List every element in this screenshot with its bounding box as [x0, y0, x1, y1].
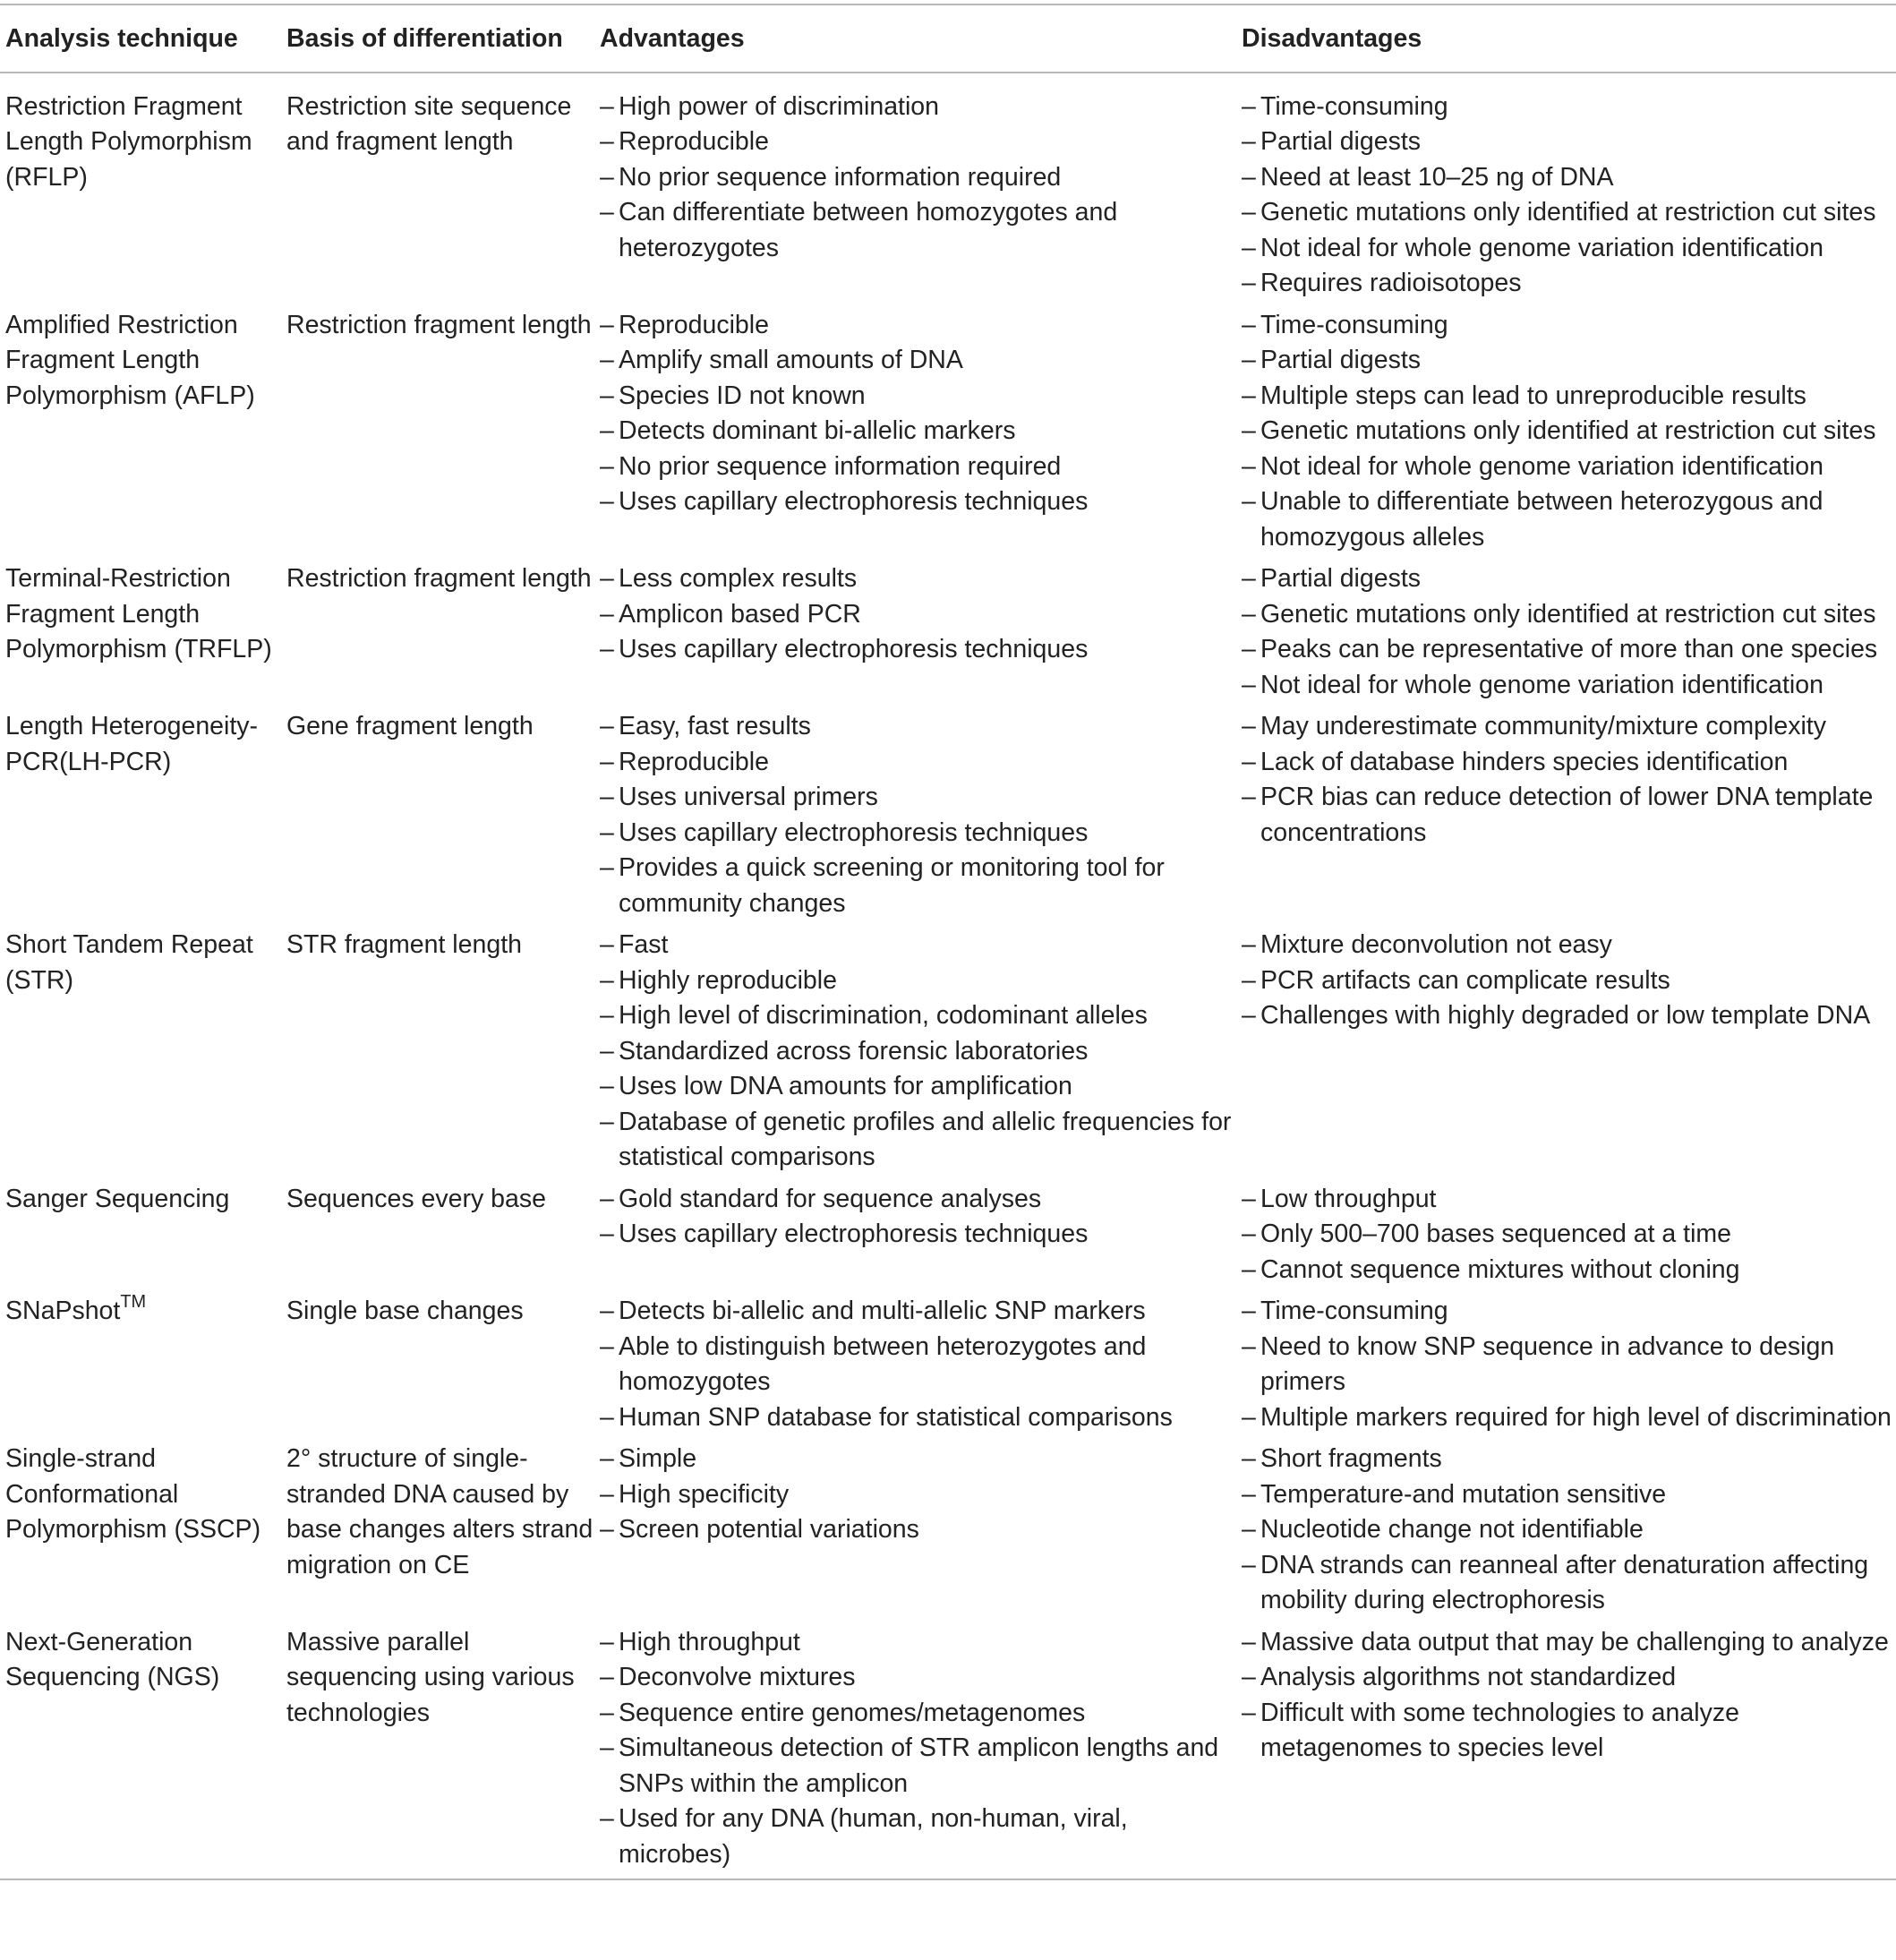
disadvantage-item: – Need to know SNP sequence in advance to design primers: [1242, 1330, 1896, 1400]
advantage-item: – Less complex results: [600, 561, 1242, 597]
advantages-list: [600, 308, 1242, 520]
disadvantage-item: – Genetic mutations only identified at restriction cut sites: [1242, 597, 1896, 633]
advantage-item: – Reproducible: [600, 308, 1242, 344]
disadvantage-item: – DNA strands can reanneal after denaturation affecting mobility during electrophoresis: [1242, 1548, 1896, 1619]
advantage-item: – Able to distinguish between heterozygotes and homozygotes: [600, 1330, 1242, 1400]
advantage-item: – Uses capillary electrophoresis techniques: [600, 816, 1242, 852]
advantage-item: – No prior sequence information required: [600, 160, 1242, 196]
advantages-list: [600, 1294, 1242, 1435]
table-body: [0, 90, 1896, 1879]
advantage-item: – Standardized across forensic laboratories: [600, 1034, 1242, 1070]
advantage-item: – Species ID not known: [600, 379, 1242, 415]
basis-cell: Restriction fragment length: [286, 564, 592, 593]
header-technique: Analysis technique: [5, 24, 238, 53]
advantage-item: – Highly reproducible: [600, 963, 1242, 999]
basis-cell: Restriction site sequence and fragment length: [286, 91, 572, 156]
technique-name: Next-Generation Sequencing (NGS): [5, 1627, 220, 1691]
table-row: [0, 1294, 1896, 1442]
table-row: [0, 1442, 1896, 1625]
disadvantages-list: [1242, 1182, 1896, 1288]
table-row: [0, 308, 1896, 562]
advantage-item: – Sequence entire genomes/metagenomes: [600, 1696, 1242, 1732]
advantages-list: [600, 709, 1242, 921]
disadvantage-item: – Only 500–700 bases sequenced at a time: [1242, 1217, 1896, 1253]
trademark-mark: TM: [120, 1292, 147, 1313]
technique-cell: [0, 1182, 286, 1288]
disadvantage-item: – Difficult with some technologies to analyze metagenomes to species level: [1242, 1696, 1896, 1767]
table-row: [0, 709, 1896, 928]
advantage-item: – Amplify small amounts of DNA: [600, 343, 1242, 379]
advantage-item: – High power of discrimination: [600, 90, 1242, 125]
advantage-item: – Simultaneous detection of STR amplicon lengths and SNPs within the amplicon: [600, 1731, 1242, 1802]
advantage-item: – Reproducible: [600, 124, 1242, 160]
disadvantages-list: [1242, 1625, 1896, 1767]
disadvantages-cell: [1242, 709, 1896, 921]
disadvantage-item: – Time-consuming: [1242, 90, 1896, 125]
advantage-item: – Human SNP database for statistical comparisons: [600, 1400, 1242, 1436]
disadvantages-list: [1242, 1294, 1896, 1435]
disadvantage-item: – PCR artifacts can complicate results: [1242, 963, 1896, 999]
table-row: [0, 561, 1896, 709]
table-row: [0, 90, 1896, 308]
disadvantage-item: – Not ideal for whole genome variation identification: [1242, 231, 1896, 267]
disadvantage-item: – Partial digests: [1242, 124, 1896, 160]
technique-cell: [0, 709, 286, 921]
disadvantages-cell: [1242, 1294, 1896, 1435]
disadvantages-list: [1242, 561, 1896, 703]
disadvantage-item: – Short fragments: [1242, 1442, 1896, 1477]
disadvantage-item: – Need at least 10–25 ng of DNA: [1242, 160, 1896, 196]
basis-cell: 2° structure of single-stranded DNA caused by base changes alters strand migration on CE: [286, 1444, 594, 1579]
disadvantage-item: – Challenges with highly degraded or low template DNA: [1242, 998, 1896, 1034]
advantage-item: – Uses universal primers: [600, 780, 1242, 816]
disadvantage-item: – Partial digests: [1242, 561, 1896, 597]
technique-cell: [0, 90, 286, 302]
basis-cell: Massive parallel sequencing using various technologies: [286, 1627, 575, 1727]
disadvantages-cell: [1242, 1442, 1896, 1619]
disadvantages-list: [1242, 709, 1896, 851]
advantages-cell: [600, 90, 1242, 302]
advantages-cell: [600, 928, 1242, 1176]
advantages-cell: [600, 1625, 1242, 1873]
technique-name: SNaPshot: [5, 1297, 121, 1325]
advantages-list: [600, 90, 1242, 267]
technique-name: Short Tandem Repeat (STR): [5, 930, 253, 995]
advantages-list: [600, 1442, 1242, 1548]
disadvantage-item: – Multiple markers required for high level of discrimination: [1242, 1400, 1896, 1436]
disadvantages-cell: [1242, 928, 1896, 1176]
disadvantages-cell: [1242, 90, 1896, 302]
comparison-table: [0, 4, 1896, 1880]
disadvantages-list: [1242, 928, 1896, 1034]
advantage-item: – High level of discrimination, codominant alleles: [600, 998, 1242, 1034]
technique-name: Single-strand Conformational Polymorphism (SSCP): [5, 1444, 261, 1544]
disadvantage-item: – Temperature-and mutation sensitive: [1242, 1477, 1896, 1513]
advantages-list: [600, 561, 1242, 668]
advantage-item: – High throughput: [600, 1625, 1242, 1661]
disadvantage-item: – Massive data output that may be challenging to analyze: [1242, 1625, 1896, 1661]
basis-cell: Gene fragment length: [286, 712, 534, 740]
disadvantage-item: – Not ideal for whole genome variation identification: [1242, 668, 1896, 704]
advantage-item: – Can differentiate between homozygotes and heterozygotes: [600, 195, 1242, 266]
basis-cell: Single base changes: [286, 1297, 524, 1325]
advantage-item: – High specificity: [600, 1477, 1242, 1513]
advantages-cell: [600, 1294, 1242, 1435]
advantages-cell: [600, 709, 1242, 921]
header-row: [0, 5, 1896, 73]
technique-cell: [0, 1625, 286, 1873]
table-row: [0, 1625, 1896, 1879]
disadvantage-item: – Peaks can be representative of more than one species: [1242, 632, 1896, 668]
disadvantages-cell: [1242, 308, 1896, 556]
header-advantages: Advantages: [600, 24, 745, 53]
disadvantage-item: – Time-consuming: [1242, 1294, 1896, 1330]
advantages-list: [600, 1182, 1242, 1253]
disadvantage-item: – Requires radioisotopes: [1242, 266, 1896, 302]
disadvantages-list: [1242, 90, 1896, 302]
disadvantages-list: [1242, 308, 1896, 556]
advantages-cell: [600, 561, 1242, 703]
disadvantage-item: – Analysis algorithms not standardized: [1242, 1660, 1896, 1696]
technique-name: Sanger Sequencing: [5, 1184, 230, 1213]
disadvantage-item: – Low throughput: [1242, 1182, 1896, 1218]
basis-cell: STR fragment length: [286, 930, 522, 959]
advantage-item: – Screen potential variations: [600, 1512, 1242, 1548]
technique-cell: [0, 1294, 286, 1435]
disadvantages-cell: [1242, 1625, 1896, 1873]
header-disadvantages: Disadvantages: [1242, 24, 1422, 53]
advantage-item: – Amplicon based PCR: [600, 597, 1242, 633]
disadvantage-item: – Lack of database hinders species identification: [1242, 745, 1896, 781]
technique-cell: [0, 308, 286, 556]
disadvantage-item: – PCR bias can reduce detection of lower DNA template concentrations: [1242, 780, 1896, 851]
technique-cell: [0, 561, 286, 703]
advantage-item: – Uses capillary electrophoresis techniques: [600, 484, 1242, 520]
advantage-item: – Uses capillary electrophoresis techniques: [600, 632, 1242, 668]
advantage-item: – Deconvolve mixtures: [600, 1660, 1242, 1696]
disadvantage-item: – Nucleotide change not identifiable: [1242, 1512, 1896, 1548]
technique-name: Amplified Restriction Fragment Length Polymorphism (AFLP): [5, 310, 255, 410]
advantage-item: – Reproducible: [600, 745, 1242, 781]
disadvantage-item: – Partial digests: [1242, 343, 1896, 379]
header-basis: Basis of differentiation: [286, 24, 563, 53]
basis-cell: Sequences every base: [286, 1184, 546, 1213]
advantage-item: – Used for any DNA (human, non-human, viral, microbes): [600, 1802, 1242, 1872]
advantage-item: – Uses capillary electrophoresis techniques: [600, 1217, 1242, 1253]
advantages-list: [600, 1625, 1242, 1873]
advantage-item: – Gold standard for sequence analyses: [600, 1182, 1242, 1218]
advantage-item: – Provides a quick screening or monitoring tool for community changes: [600, 851, 1242, 921]
technique-cell: [0, 928, 286, 1176]
disadvantage-item: – Cannot sequence mixtures without cloning: [1242, 1253, 1896, 1288]
advantage-item: – Simple: [600, 1442, 1242, 1477]
disadvantages-cell: [1242, 561, 1896, 703]
disadvantage-item: – Unable to differentiate between heterozygous and homozygous alleles: [1242, 484, 1896, 555]
advantages-cell: [600, 1182, 1242, 1288]
disadvantages-list: [1242, 1442, 1896, 1619]
disadvantage-item: – Time-consuming: [1242, 308, 1896, 344]
disadvantages-cell: [1242, 1182, 1896, 1288]
advantage-item: – Detects dominant bi-allelic markers: [600, 414, 1242, 449]
disadvantage-item: – Mixture deconvolution not easy: [1242, 928, 1896, 963]
advantages-cell: [600, 308, 1242, 556]
advantage-item: – Fast: [600, 928, 1242, 963]
disadvantage-item: – May underestimate community/mixture complexity: [1242, 709, 1896, 745]
table-row: [0, 1182, 1896, 1295]
advantage-item: – No prior sequence information required: [600, 449, 1242, 485]
technique-name: Terminal-Restriction Fragment Length Polymorphism (TRFLP): [5, 564, 272, 663]
basis-cell: Restriction fragment length: [286, 310, 592, 339]
disadvantage-item: – Not ideal for whole genome variation identification: [1242, 449, 1896, 485]
advantages-list: [600, 928, 1242, 1176]
disadvantage-item: – Genetic mutations only identified at restriction cut sites: [1242, 414, 1896, 449]
disadvantage-item: – Genetic mutations only identified at restriction cut sites: [1242, 195, 1896, 231]
technique-name: Length Heterogeneity-PCR(LH-PCR): [5, 712, 259, 776]
technique-cell: [0, 1442, 286, 1619]
table-row: [0, 928, 1896, 1182]
advantage-item: – Detects bi-allelic and multi-allelic SNP markers: [600, 1294, 1242, 1330]
disadvantage-item: – Multiple steps can lead to unreproducible results: [1242, 379, 1896, 415]
advantage-item: – Database of genetic profiles and allelic frequencies for statistical comparisons: [600, 1105, 1242, 1176]
advantage-item: – Uses low DNA amounts for amplification: [600, 1069, 1242, 1105]
advantages-cell: [600, 1442, 1242, 1619]
technique-name: Restriction Fragment Length Polymorphism (RFLP): [5, 91, 252, 192]
advantage-item: – Easy, fast results: [600, 709, 1242, 745]
